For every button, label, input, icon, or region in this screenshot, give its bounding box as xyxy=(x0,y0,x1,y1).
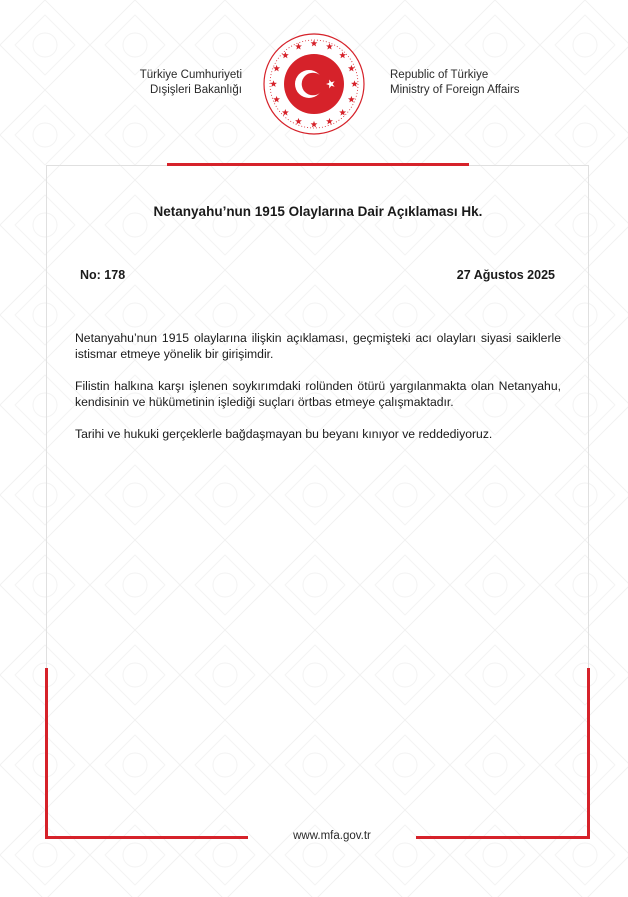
header-right-line2: Ministry of Foreign Affairs xyxy=(390,84,520,96)
document-body xyxy=(75,330,561,458)
header-right-text xyxy=(390,68,520,98)
document-title: Netanyahu’nun 1915 Olaylarına Dair Açıklaması Hk. xyxy=(153,204,483,219)
frame-top-right-gray xyxy=(469,165,589,166)
header-left-line1: Türkiye Cumhuriyeti xyxy=(139,69,242,81)
frame-left-red-bar xyxy=(45,668,48,839)
frame-top-left-gray xyxy=(46,165,167,166)
frame-top-red-bar xyxy=(167,163,469,166)
header-left-text xyxy=(140,68,242,98)
frame-left-gray xyxy=(46,165,47,675)
paragraph-1: Netanyahu’nun 1915 olaylarına ilişkin açıklaması, geçmişteki acı olayları siyasi saiklerle istismar etmeye yönelik bir girişimdir. xyxy=(75,331,561,361)
frame-bottom-right-red-bar xyxy=(416,836,590,839)
frame-right-red-bar xyxy=(587,668,590,839)
turkish-crescent-star-seal-icon xyxy=(263,29,365,139)
paragraph-3: Tarihi ve hukuki gerçeklerle bağdaşmayan bu beyanı kınıyor ve reddediyoruz. xyxy=(75,427,493,441)
header-right-line1: Republic of Türkiye xyxy=(390,69,489,81)
document-number: No: 178 xyxy=(80,268,126,282)
frame-right-gray xyxy=(588,165,589,675)
document-date: 27 Ağustos 2025 xyxy=(456,268,555,282)
header-left-line2: Dışişleri Bakanlığı xyxy=(149,84,242,96)
frame-bottom-left-red-bar xyxy=(45,836,248,839)
footer-website-link[interactable]: www.mfa.gov.tr xyxy=(293,830,371,842)
paragraph-2: Filistin halkına karşı işlenen soykırımdaki rolünden ötürü yargılanmakta olan Netanyahu, kendisinin ve hükümetinin işlediği suçları örtbas etmeye çalışmaktadır. xyxy=(75,379,561,409)
